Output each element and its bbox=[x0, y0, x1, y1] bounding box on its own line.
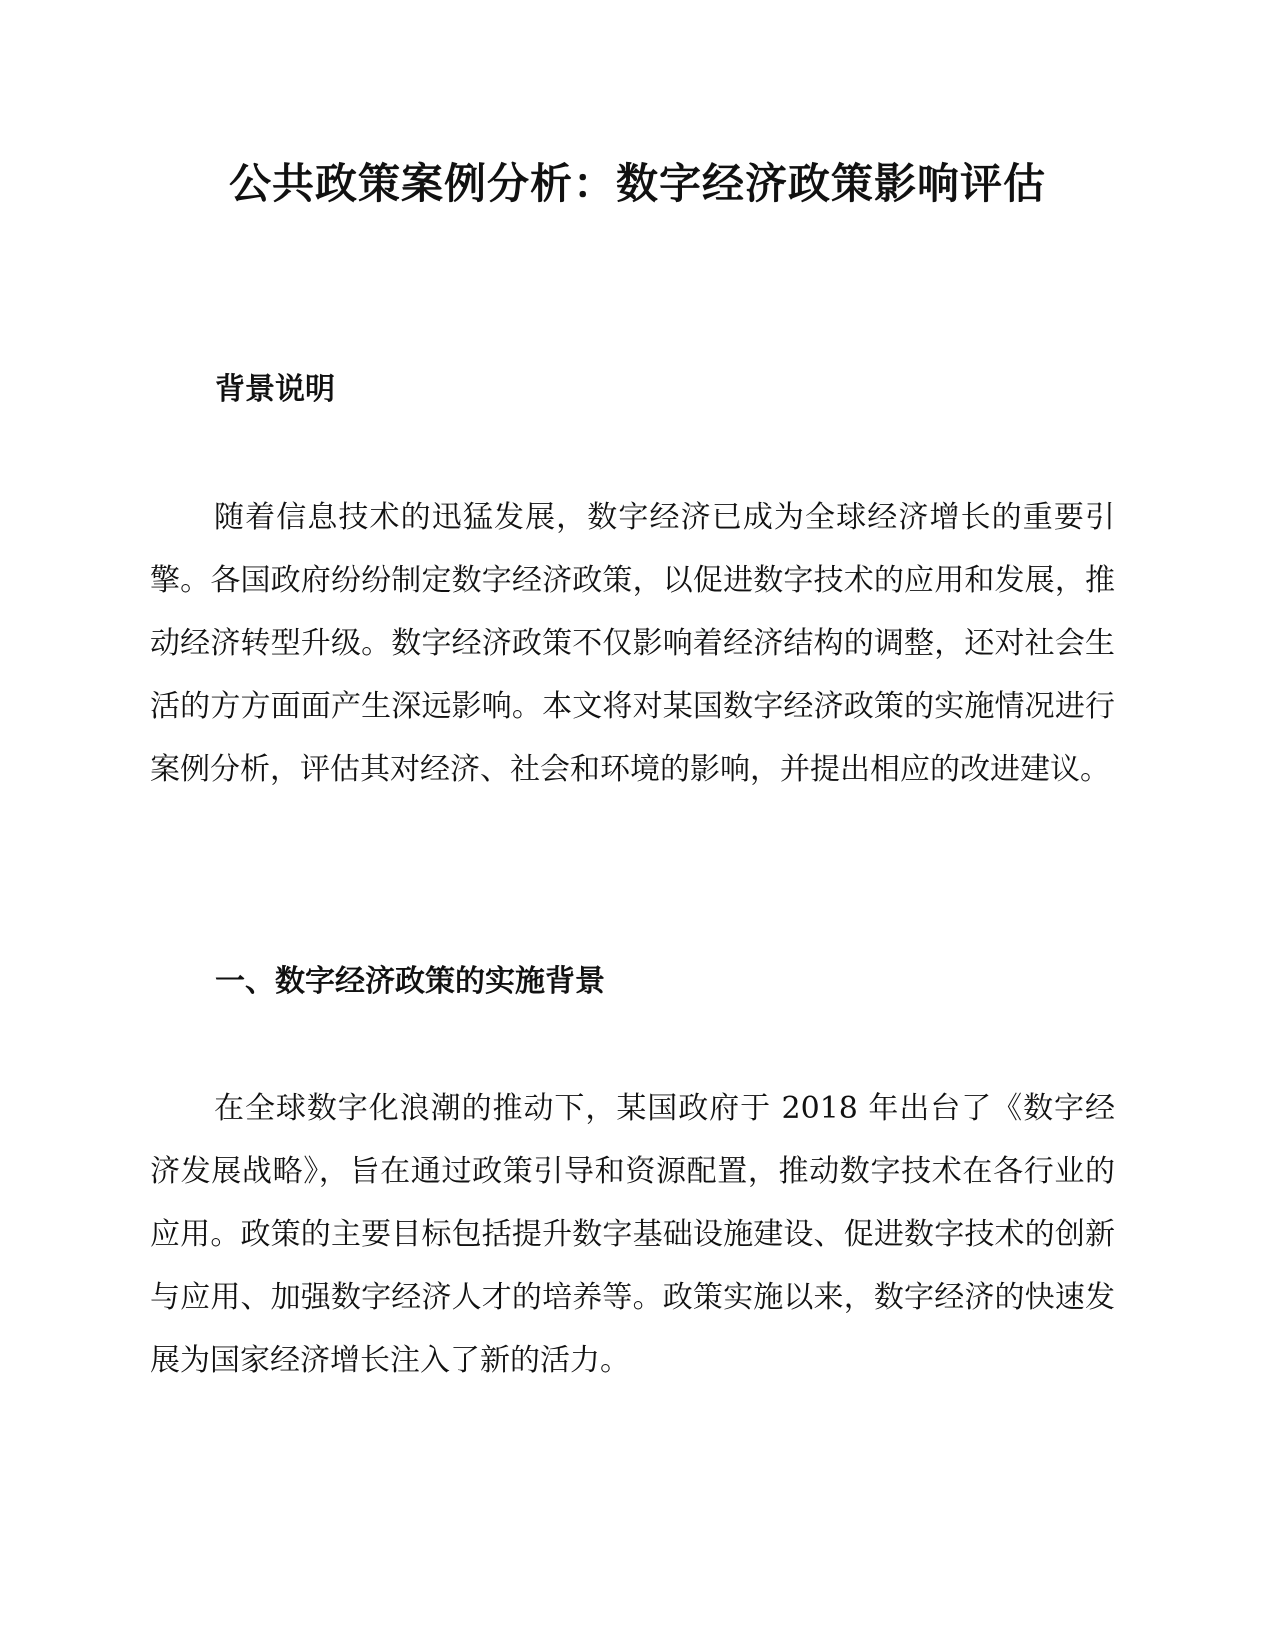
section-heading-background: 背景说明 bbox=[215, 372, 335, 407]
section-paragraph-implementation-background: 在全球数字化浪潮的推动下，某国政府于 2018 年出台了《数字经济发展战略》，旨在通过政策引导和资源配置，推动数字技术在各行业的应用。政策的主要目标包括提升数字基础设施建设、促进数字技术的创新与应用、加强数字经济人才的培养等。政策实施以来，数字经济的快速发展为国家经济增长注入了新的活力。 bbox=[150, 1091, 1115, 1378]
section-paragraph-background: 随着信息技术的迅猛发展，数字经济已成为全球经济增长的重要引擎。各国政府纷纷制定数字经济政策，以促进数字技术的应用和发展，推动经济转型升级。数字经济政策不仅影响着经济结构的调整，还对社会生活的方方面面产生深远影响。本文将对某国数字经济政策的实施情况进行案例分析，评估其对经济、社会和环境的影响，并提出相应的改进建议。 bbox=[150, 500, 1115, 787]
section-heading-implementation-background: 一、数字经济政策的实施背景 bbox=[215, 964, 605, 999]
document-title: 公共政策案例分析：数字经济政策影响评估 bbox=[228, 159, 1046, 208]
